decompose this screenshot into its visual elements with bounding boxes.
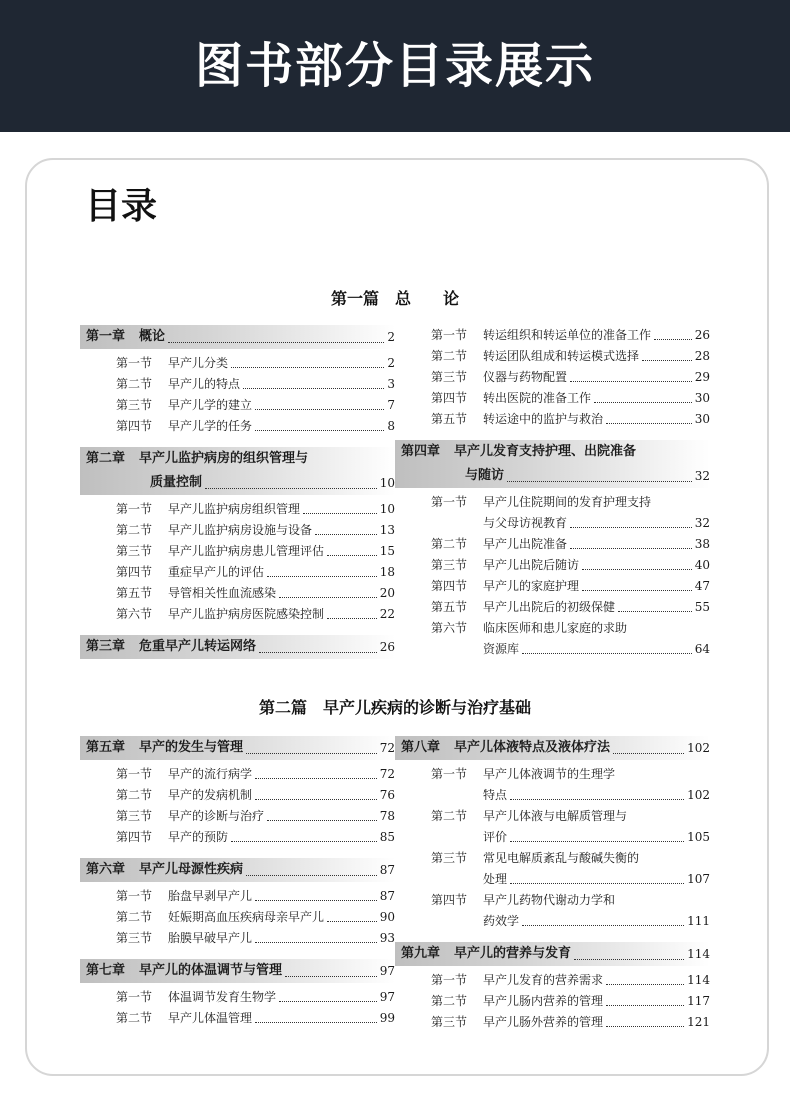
section-title: 早产的预防 bbox=[168, 830, 229, 844]
section-title: 早产儿的家庭护理 bbox=[483, 579, 580, 593]
toc-section-entry bbox=[395, 911, 710, 932]
section-number: 第三节 bbox=[116, 398, 153, 412]
dot-leader bbox=[315, 534, 377, 535]
dot-leader bbox=[255, 1022, 377, 1023]
section-title: 早产儿肠内营养的管理 bbox=[483, 994, 604, 1008]
chapter-title: 早产儿的体温调节与管理 bbox=[139, 963, 283, 978]
section-number: 第一节 bbox=[116, 502, 153, 516]
dot-leader bbox=[279, 597, 377, 598]
toc-section-entry bbox=[395, 325, 710, 346]
chapter-number: 第八章 bbox=[401, 740, 441, 755]
page-number: 76 bbox=[379, 788, 395, 802]
dot-leader bbox=[267, 576, 377, 577]
section-title: 早产儿监护病房医院感染控制 bbox=[168, 607, 325, 621]
section-number: 第三节 bbox=[116, 544, 153, 558]
section-title: 常见电解质紊乱与酸碱失衡的 bbox=[483, 851, 640, 865]
toc-section-entry bbox=[395, 869, 710, 890]
dot-leader bbox=[255, 409, 384, 410]
chapter-heading bbox=[80, 635, 395, 659]
dot-leader bbox=[582, 569, 692, 570]
dot-leader bbox=[231, 841, 377, 842]
dot-leader bbox=[243, 388, 384, 389]
toc-column-a bbox=[80, 325, 395, 663]
dot-leader bbox=[574, 959, 684, 960]
section-number: 第三节 bbox=[431, 558, 468, 572]
page-number: 2 bbox=[387, 330, 395, 344]
toc-section-entry bbox=[80, 583, 395, 604]
section-number: 第四节 bbox=[116, 830, 153, 844]
chapter-number: 第五章 bbox=[86, 740, 126, 755]
toc-section-entry bbox=[80, 520, 395, 541]
toc-heading: 目录 bbox=[85, 185, 158, 227]
section-number: 第五节 bbox=[431, 600, 468, 614]
section-title: 早产儿监护病房组织管理 bbox=[168, 502, 301, 516]
dot-leader bbox=[618, 611, 692, 612]
chapter-heading bbox=[80, 959, 395, 983]
page-number: 30 bbox=[694, 391, 710, 405]
dot-leader bbox=[570, 381, 692, 382]
section-title: 早产的发病机制 bbox=[168, 788, 253, 802]
section-title: 早产的流行病学 bbox=[168, 767, 253, 781]
section-number: 第四节 bbox=[431, 893, 468, 907]
section-number: 第一节 bbox=[116, 990, 153, 1004]
dot-leader bbox=[327, 555, 377, 556]
dot-leader bbox=[255, 778, 377, 779]
toc-section-entry bbox=[395, 618, 710, 639]
section-number: 第二节 bbox=[116, 910, 153, 924]
section-list bbox=[80, 886, 395, 949]
section-number: 第二节 bbox=[431, 809, 468, 823]
section-number: 第一节 bbox=[116, 889, 153, 903]
page-number: 18 bbox=[379, 565, 395, 579]
chapter-title: 早产儿的营养与发育 bbox=[454, 946, 572, 961]
section-title: 早产儿监护病房患儿管理评估 bbox=[168, 544, 325, 558]
section-title: 转出医院的准备工作 bbox=[483, 391, 592, 405]
page-number: 15 bbox=[379, 544, 395, 558]
toc-section-entry bbox=[80, 374, 395, 395]
dot-leader bbox=[168, 342, 384, 343]
section-number: 第二节 bbox=[116, 1011, 153, 1025]
page-number: 40 bbox=[694, 558, 710, 572]
toc-section-entry bbox=[395, 576, 710, 597]
dot-leader bbox=[510, 883, 684, 884]
page-number: 85 bbox=[379, 830, 395, 844]
chapter-title: 早产儿发育支持护理、出院准备 bbox=[454, 444, 637, 459]
chapter-number: 第二章 bbox=[86, 451, 126, 466]
chapter-line bbox=[80, 858, 395, 882]
page-number: 72 bbox=[379, 741, 395, 755]
toc-section-entry bbox=[395, 827, 710, 848]
section-title: 早产儿体液与电解质管理与 bbox=[483, 809, 628, 823]
toc-section-entry bbox=[80, 499, 395, 520]
dot-leader bbox=[642, 360, 692, 361]
toc-section-entry bbox=[395, 848, 710, 869]
section-title: 早产儿学的建立 bbox=[168, 398, 253, 412]
page-number: 30 bbox=[694, 412, 710, 426]
section-title: 转运组织和转运单位的准备工作 bbox=[483, 328, 652, 342]
dot-leader bbox=[255, 430, 384, 431]
section-number: 第一节 bbox=[116, 356, 153, 370]
page-number: 26 bbox=[379, 640, 395, 654]
page-number: 99 bbox=[379, 1011, 395, 1025]
toc-section-entry bbox=[80, 562, 395, 583]
dot-leader bbox=[570, 548, 692, 549]
section-number: 第三节 bbox=[116, 931, 153, 945]
page-number: 97 bbox=[379, 990, 395, 1004]
section-number: 第三节 bbox=[116, 809, 153, 823]
toc-section-entry bbox=[80, 541, 395, 562]
toc-column-d bbox=[395, 736, 710, 1033]
chapter-title: 概论 bbox=[139, 329, 166, 344]
dot-leader bbox=[510, 799, 684, 800]
section-number: 第六节 bbox=[431, 621, 468, 635]
section-number: 第五节 bbox=[431, 412, 468, 426]
toc-section-entry bbox=[395, 806, 710, 827]
chapter-line bbox=[80, 635, 395, 659]
page-number: 32 bbox=[694, 516, 710, 530]
page-number: 107 bbox=[687, 872, 710, 886]
page-number: 47 bbox=[694, 579, 710, 593]
chapter-number: 第三章 bbox=[86, 639, 126, 654]
dot-leader bbox=[255, 900, 377, 901]
toc-section-entry bbox=[80, 928, 395, 949]
page-number: 78 bbox=[379, 809, 395, 823]
dot-leader bbox=[606, 423, 692, 424]
dot-leader bbox=[594, 402, 692, 403]
dot-leader bbox=[327, 618, 377, 619]
page-number: 8 bbox=[387, 419, 395, 433]
section-list bbox=[80, 499, 395, 625]
chapter-number: 第九章 bbox=[401, 946, 441, 961]
dot-leader bbox=[613, 753, 684, 754]
page-number: 97 bbox=[379, 964, 395, 978]
chapter-heading bbox=[80, 447, 395, 495]
page-number: 102 bbox=[687, 741, 710, 755]
chapter-title: 危重早产儿转运网络 bbox=[139, 639, 257, 654]
dot-leader bbox=[303, 513, 377, 514]
section-title: 转运途中的监护与救治 bbox=[483, 412, 604, 426]
dot-leader bbox=[255, 799, 377, 800]
chapter-heading bbox=[395, 942, 710, 966]
chapter-line bbox=[80, 325, 395, 349]
toc-section-entry bbox=[395, 1012, 710, 1033]
page-number: 32 bbox=[694, 469, 710, 483]
page-number: 121 bbox=[687, 1015, 710, 1029]
section-number: 第二节 bbox=[116, 377, 153, 391]
toc-section-entry bbox=[80, 353, 395, 374]
dot-leader bbox=[606, 984, 684, 985]
section-number: 第三节 bbox=[431, 851, 468, 865]
chapter-heading bbox=[395, 440, 710, 488]
dot-leader bbox=[606, 1005, 684, 1006]
dot-leader bbox=[570, 527, 692, 528]
page-number: 93 bbox=[379, 931, 395, 945]
chapter-heading bbox=[80, 858, 395, 882]
section-number: 第二节 bbox=[431, 537, 468, 551]
dot-leader bbox=[606, 1026, 684, 1027]
section-title: 评价 bbox=[483, 830, 508, 844]
section-list bbox=[395, 764, 710, 932]
section-list bbox=[395, 970, 710, 1033]
chapter-line bbox=[395, 440, 710, 464]
toc-section-entry bbox=[80, 1008, 395, 1029]
section-title: 早产儿学的任务 bbox=[168, 419, 253, 433]
page-number: 87 bbox=[379, 863, 395, 877]
section-title: 仪器与药物配置 bbox=[483, 370, 568, 384]
chapter-line bbox=[395, 736, 710, 760]
toc-section-entry bbox=[395, 534, 710, 555]
section-title: 早产儿分类 bbox=[168, 356, 229, 370]
page-number: 87 bbox=[379, 889, 395, 903]
section-number: 第二节 bbox=[116, 523, 153, 537]
dot-leader bbox=[246, 753, 377, 754]
toc-section-entry bbox=[80, 395, 395, 416]
section-title: 早产儿肠外营养的管理 bbox=[483, 1015, 604, 1029]
chapter-number: 第四章 bbox=[401, 444, 441, 459]
toc-section-entry bbox=[395, 492, 710, 513]
dot-leader bbox=[259, 652, 377, 653]
toc-section-entry bbox=[395, 639, 710, 660]
section-title: 早产儿出院后随访 bbox=[483, 558, 580, 572]
page-number: 7 bbox=[387, 398, 395, 412]
section-number: 第四节 bbox=[116, 565, 153, 579]
section-title: 胎膜早破早产儿 bbox=[168, 931, 253, 945]
section-title: 早产儿发育的营养需求 bbox=[483, 973, 604, 987]
dot-leader bbox=[522, 653, 692, 654]
page-number: 55 bbox=[694, 600, 710, 614]
chapter-line bbox=[395, 464, 710, 488]
dot-leader bbox=[510, 841, 684, 842]
dot-leader bbox=[654, 339, 692, 340]
section-title: 早产儿体温管理 bbox=[168, 1011, 253, 1025]
section-title: 体温调节发育生物学 bbox=[168, 990, 277, 1004]
page-number: 102 bbox=[687, 788, 710, 802]
section-title: 妊娠期高血压疾病母亲早产儿 bbox=[168, 910, 325, 924]
page-number: 10 bbox=[379, 502, 395, 516]
chapter-line bbox=[80, 447, 395, 471]
section-number: 第二节 bbox=[431, 349, 468, 363]
section-title: 与父母访视教育 bbox=[483, 516, 568, 530]
toc-section-entry bbox=[80, 806, 395, 827]
page-number: 28 bbox=[694, 349, 710, 363]
chapter-heading bbox=[395, 736, 710, 760]
page-number: 22 bbox=[379, 607, 395, 621]
section-title: 导管相关性血流感染 bbox=[168, 586, 277, 600]
section-title: 早产儿药物代谢动力学和 bbox=[483, 893, 616, 907]
chapter-number: 第六章 bbox=[86, 862, 126, 877]
page-number: 117 bbox=[687, 994, 710, 1008]
chapter-line bbox=[80, 736, 395, 760]
chapter-number: 第一章 bbox=[86, 329, 126, 344]
section-number: 第四节 bbox=[431, 391, 468, 405]
chapter-heading bbox=[80, 736, 395, 760]
section-title: 胎盘早剥早产儿 bbox=[168, 889, 253, 903]
section-list bbox=[395, 492, 710, 660]
dot-leader bbox=[327, 921, 377, 922]
part-2-title: 第二篇 早产儿疾病的诊断与治疗基础 bbox=[258, 698, 531, 717]
dot-leader bbox=[231, 367, 384, 368]
dot-leader bbox=[246, 875, 377, 876]
page-number: 72 bbox=[379, 767, 395, 781]
chapter-number: 第七章 bbox=[86, 963, 126, 978]
toc-section-entry bbox=[80, 886, 395, 907]
section-title: 早产儿体液调节的生理学 bbox=[483, 767, 616, 781]
section-title: 早产儿的特点 bbox=[168, 377, 241, 391]
dot-leader bbox=[255, 942, 377, 943]
toc-section-entry bbox=[395, 409, 710, 430]
toc-section-entry bbox=[395, 890, 710, 911]
toc-column-c bbox=[80, 736, 395, 1029]
section-number: 第一节 bbox=[431, 973, 468, 987]
dot-leader bbox=[279, 1001, 377, 1002]
chapter-line bbox=[395, 942, 710, 966]
section-title: 处理 bbox=[483, 872, 508, 886]
toc-section-entry bbox=[80, 827, 395, 848]
toc-section-entry bbox=[395, 597, 710, 618]
page-number: 29 bbox=[694, 370, 710, 384]
chapter-heading bbox=[80, 325, 395, 349]
page-number: 3 bbox=[387, 377, 395, 391]
chapter-title: 早产儿母源性疾病 bbox=[139, 862, 244, 877]
section-number: 第四节 bbox=[431, 579, 468, 593]
toc-section-entry bbox=[80, 785, 395, 806]
section-title: 早产儿监护病房设施与设备 bbox=[168, 523, 313, 537]
section-title: 资源库 bbox=[483, 642, 520, 656]
section-number: 第一节 bbox=[431, 495, 468, 509]
section-title: 临床医师和患儿家庭的求助 bbox=[483, 621, 628, 635]
header-banner bbox=[0, 0, 790, 132]
section-title: 药效学 bbox=[483, 914, 520, 928]
section-number: 第一节 bbox=[116, 767, 153, 781]
toc-section-entry bbox=[395, 785, 710, 806]
page-number: 26 bbox=[694, 328, 710, 342]
toc-section-entry bbox=[395, 970, 710, 991]
section-list bbox=[80, 987, 395, 1029]
chapter-title: 早产的发生与管理 bbox=[139, 740, 244, 755]
banner-title: 图书部分目录展示 bbox=[194, 38, 595, 94]
section-title: 重症早产儿的评估 bbox=[168, 565, 265, 579]
section-number: 第五节 bbox=[116, 586, 153, 600]
page-number: 10 bbox=[379, 476, 395, 490]
toc-section-entry bbox=[395, 367, 710, 388]
section-number: 第二节 bbox=[431, 994, 468, 1008]
toc-section-entry bbox=[395, 513, 710, 534]
toc-section-entry bbox=[80, 416, 395, 437]
chapter-line bbox=[80, 959, 395, 983]
page-number: 105 bbox=[687, 830, 710, 844]
toc-section-entry bbox=[80, 604, 395, 625]
toc-section-entry bbox=[395, 388, 710, 409]
chapter-title: 早产儿体液特点及液体疗法 bbox=[454, 740, 611, 755]
section-title: 转运团队组成和转运模式选择 bbox=[483, 349, 640, 363]
section-list bbox=[80, 353, 395, 437]
toc-section-entry bbox=[80, 987, 395, 1008]
section-number: 第三节 bbox=[431, 1015, 468, 1029]
dot-leader bbox=[507, 481, 692, 482]
page-number: 38 bbox=[694, 537, 710, 551]
page-number: 114 bbox=[687, 973, 710, 987]
section-list bbox=[80, 764, 395, 848]
section-number: 第三节 bbox=[431, 370, 468, 384]
toc-section-entry bbox=[395, 991, 710, 1012]
toc-section-entry bbox=[395, 555, 710, 576]
section-number: 第一节 bbox=[431, 328, 468, 342]
toc-section-entry bbox=[395, 346, 710, 367]
toc-column-b bbox=[395, 325, 710, 660]
section-title: 早产儿出院后的初级保健 bbox=[483, 600, 616, 614]
chapter-title: 与随访 bbox=[465, 468, 505, 483]
section-title: 早产的诊断与治疗 bbox=[168, 809, 265, 823]
section-title: 特点 bbox=[483, 788, 508, 802]
page-number: 13 bbox=[379, 523, 395, 537]
chapter-line bbox=[80, 471, 395, 495]
chapter-title: 早产儿监护病房的组织管理与 bbox=[139, 451, 309, 466]
toc-section-entry bbox=[80, 907, 395, 928]
page-number: 114 bbox=[687, 947, 710, 961]
page-number: 20 bbox=[379, 586, 395, 600]
dot-leader bbox=[522, 925, 684, 926]
toc-section-entry bbox=[80, 764, 395, 785]
section-number: 第六节 bbox=[116, 607, 153, 621]
page-number: 111 bbox=[687, 914, 710, 928]
dot-leader bbox=[267, 820, 377, 821]
page-number: 64 bbox=[694, 642, 710, 656]
page-number: 90 bbox=[379, 910, 395, 924]
section-title: 早产儿住院期间的发育护理支持 bbox=[483, 495, 652, 509]
section-number: 第四节 bbox=[116, 419, 153, 433]
section-title: 早产儿出院准备 bbox=[483, 537, 568, 551]
page-number: 2 bbox=[387, 356, 395, 370]
dot-leader bbox=[582, 590, 692, 591]
part-1-title: 第一篇 总 论 bbox=[330, 289, 459, 308]
toc-section-entry bbox=[395, 764, 710, 785]
chapter-title: 质量控制 bbox=[150, 475, 203, 490]
section-number: 第一节 bbox=[431, 767, 468, 781]
dot-leader bbox=[285, 976, 377, 977]
dot-leader bbox=[205, 488, 377, 489]
section-number: 第二节 bbox=[116, 788, 153, 802]
